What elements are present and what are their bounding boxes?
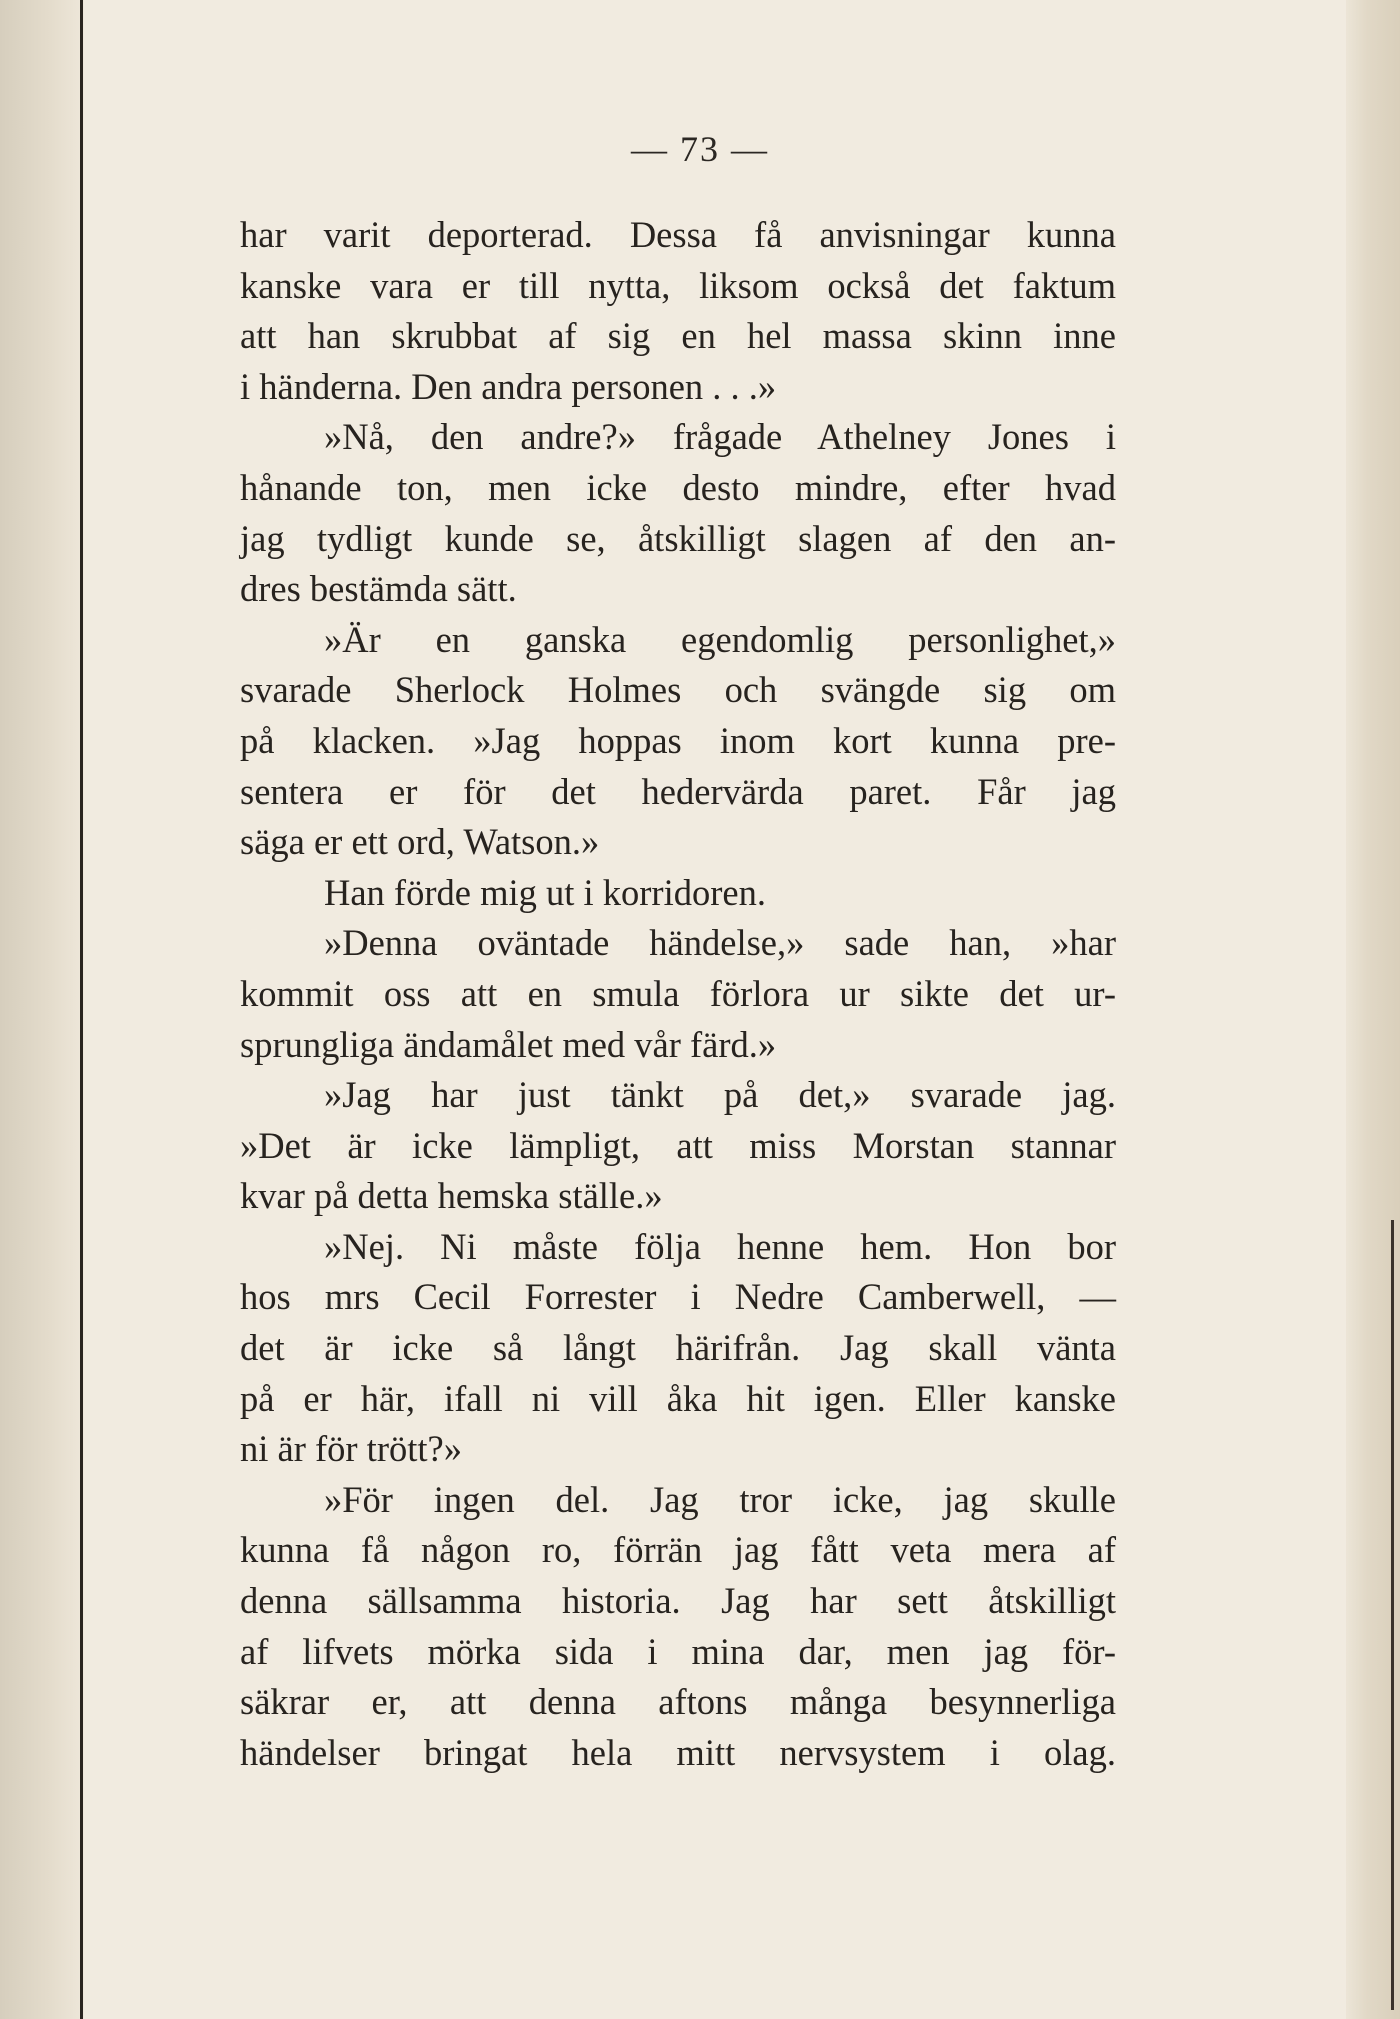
text-line: af lifvets mörka sida i mina dar, men jag för- xyxy=(240,1630,1116,1672)
text-line: säkrar er, att denna aftons många besynnerliga xyxy=(240,1681,1116,1723)
text-line: kvar på detta hemska ställe.» xyxy=(240,1175,663,1217)
text-line: denna sällsamma historia. Jag har sett åtskilligt xyxy=(240,1580,1116,1622)
text-line: »Är en ganska egendomlig personlighet,» xyxy=(324,618,1116,660)
text-line: »Nå, den andre?» frågade Athelney Jones i xyxy=(324,416,1116,458)
text-line: säga er ett ord, Watson.» xyxy=(240,821,600,863)
text-line: att han skrubbat af sig en hel massa skinn inne xyxy=(240,315,1116,357)
text-line: kanske vara er till nytta, liksom också det faktum xyxy=(240,264,1116,306)
text-line: »Det är icke lämpligt, att miss Morstan stannar xyxy=(240,1124,1116,1166)
page-number: — 73 — xyxy=(631,129,769,169)
text-line: »Nej. Ni måste följa henne hem. Hon bor xyxy=(324,1225,1116,1267)
text-line: »Jag har just tänkt på det,» svarade jag. xyxy=(324,1074,1116,1116)
text-line: dres bestämda sätt. xyxy=(240,568,517,610)
text-line: kommit oss att en smula förlora ur sikte det ur- xyxy=(240,972,1116,1014)
binding-gutter xyxy=(0,0,84,2019)
text-line: sprungliga ändamålet med vår färd.» xyxy=(240,1023,777,1065)
text-line: i händerna. Den andra personen . . .» xyxy=(240,365,777,407)
text-line: kunna få någon ro, förrän jag fått veta mera af xyxy=(240,1529,1116,1571)
text-line: »För ingen del. Jag tror icke, jag skulle xyxy=(324,1478,1116,1520)
page-right-edge-line xyxy=(1391,1220,1394,2010)
text-line: har varit deporterad. Dessa få anvisningar kunna xyxy=(240,214,1116,255)
page-edge-line xyxy=(80,0,83,2019)
text-line: sentera er för det hedervärda paret. Får jag xyxy=(240,770,1116,812)
text-line: det är icke så långt härifrån. Jag skall vänta xyxy=(240,1327,1116,1369)
text-line: på er här, ifall ni vill åka hit igen. Eller kanske xyxy=(240,1377,1116,1419)
text-line: ni är för trött?» xyxy=(240,1428,462,1470)
text-line: Han förde mig ut i korridoren. xyxy=(324,871,766,913)
text-line: »Denna oväntade händelse,» sade han, »har xyxy=(324,922,1116,964)
text-line: jag tydligt kunde se, åtskilligt slagen af den an- xyxy=(240,517,1116,559)
text-line: hos mrs Cecil Forrester i Nedre Camberwell, — xyxy=(240,1276,1116,1318)
text-line: hånande ton, men icke desto mindre, efter hvad xyxy=(240,466,1116,508)
text-line: på klacken. »Jag hoppas inom kort kunna pre- xyxy=(240,719,1116,761)
text-line: händelser bringat hela mitt nervsystem i olag. xyxy=(240,1731,1116,1773)
text-line: svarade Sherlock Holmes och svängde sig om xyxy=(240,669,1116,711)
body-text xyxy=(240,210,1116,1778)
